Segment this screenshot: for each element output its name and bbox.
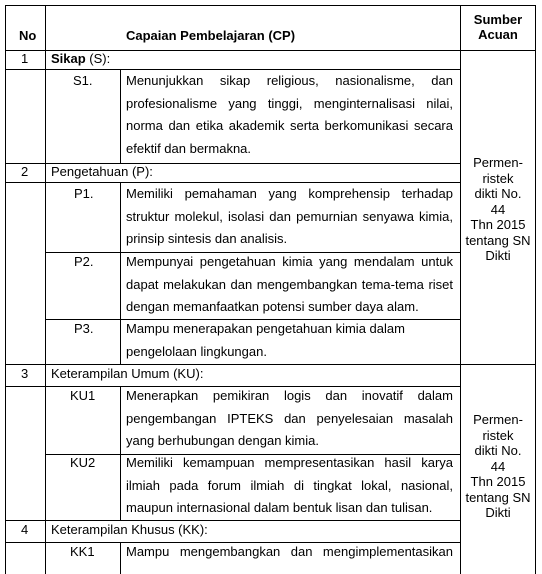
item-line: Memiliki kemampuan mempresentasikan hasil karya bbox=[126, 455, 453, 470]
item-line: Mempunyai pengetahuan kimia yang mendalam untuk bbox=[126, 254, 453, 269]
item-description bbox=[126, 70, 453, 160]
source-line: Permen- bbox=[473, 155, 523, 170]
item-line: struktur molekul, isolasi dan pemurnian senyawa kimia, bbox=[126, 208, 453, 224]
item-code: P2. bbox=[74, 254, 94, 269]
section-title-keterampilan-umum: Keterampilan Umum (KU): bbox=[51, 366, 204, 381]
source-line: Dikti bbox=[485, 248, 511, 263]
source-line: Thn 2015 bbox=[470, 217, 526, 232]
item-line: maupun internasional dalam bentuk lisan dan tulisan. bbox=[126, 500, 433, 515]
item-code: S1. bbox=[73, 73, 93, 88]
source-reference bbox=[461, 412, 535, 521]
item-code: KU2 bbox=[70, 455, 96, 470]
item-line: efektif dan bermakna. bbox=[126, 140, 252, 156]
source-reference bbox=[461, 155, 535, 264]
item-line: profesionalisme yang tinggi, menginternalisasi nilai, bbox=[126, 95, 453, 111]
source-line: Thn 2015 bbox=[470, 474, 526, 489]
item-line: ilmiah pada forum ilmiah di tingkat lokal, nasional, bbox=[126, 477, 453, 493]
source-line: ristek bbox=[482, 427, 514, 443]
source-line: tentang SN bbox=[465, 489, 531, 505]
item-line: prinsip sintesis dan analisis. bbox=[126, 231, 288, 246]
source-line: dikti No. bbox=[474, 443, 522, 458]
section-title-keterampilan-khusus: Keterampilan Khusus (KK): bbox=[51, 522, 208, 537]
item-line: Memiliki pemahaman yang komprehensip terhadap bbox=[126, 186, 453, 201]
item-description bbox=[126, 452, 453, 520]
item-line: Menunjukkan sikap religious, nasionalisme, dan bbox=[126, 73, 453, 88]
item-code: P1. bbox=[74, 186, 94, 201]
item-line: Menerapkan pemikiran logis dan inovatif dalam bbox=[126, 388, 453, 403]
source-line: Permen- bbox=[473, 412, 523, 427]
item-line: pengelolaan lingkungan. bbox=[126, 343, 267, 359]
section-number: 3 bbox=[21, 366, 29, 381]
section-title-sikap bbox=[51, 48, 110, 71]
item-description bbox=[126, 183, 453, 251]
header-source-line1: Sumber bbox=[473, 12, 523, 27]
source-line: 44 bbox=[490, 201, 506, 217]
header-capaian-pembelajaran: Capaian Pembelajaran (CP) bbox=[126, 28, 296, 43]
header-sumber-acuan bbox=[461, 12, 535, 42]
header-no: No bbox=[19, 28, 37, 43]
item-code: KU1 bbox=[70, 388, 96, 403]
item-code: P3. bbox=[74, 321, 94, 336]
section-title-pengetahuan: Pengetahuan (P): bbox=[51, 164, 153, 179]
item-description bbox=[126, 318, 453, 363]
item-line: dapat melakukan dan mengembangkan tema-tema riset bbox=[126, 276, 453, 292]
item-description bbox=[126, 541, 453, 564]
section-title-bold: Sikap bbox=[51, 51, 86, 66]
section-number: 4 bbox=[21, 522, 29, 537]
source-line: ristek bbox=[482, 170, 514, 186]
item-line: Mampu mengembangkan dan mengimplementasikan bbox=[126, 544, 453, 559]
header-source-line2: Acuan bbox=[478, 27, 518, 42]
item-description bbox=[126, 385, 453, 453]
section-title-rest: (S): bbox=[85, 51, 111, 66]
item-line: pengembangan IPTEKS dan penyelesaian masalah bbox=[126, 410, 453, 426]
item-code: KK1 bbox=[70, 544, 95, 559]
item-line: norma dan etika akademik serta berkomunikasi secara bbox=[126, 118, 453, 133]
source-line: dikti No. bbox=[474, 186, 522, 201]
source-line: tentang SN bbox=[465, 232, 531, 248]
item-description bbox=[126, 251, 453, 319]
item-line: Mampu menerapakan pengetahuan kimia dalam bbox=[126, 321, 405, 336]
section-number: 1 bbox=[21, 51, 29, 66]
source-line: Dikti bbox=[485, 505, 511, 520]
section-number: 2 bbox=[21, 164, 29, 179]
item-line: yang berhubungan dengan kimia. bbox=[126, 433, 319, 448]
source-line: 44 bbox=[490, 458, 506, 474]
item-line: dengan memanfaatkan potensi sumber daya alam. bbox=[126, 299, 419, 314]
